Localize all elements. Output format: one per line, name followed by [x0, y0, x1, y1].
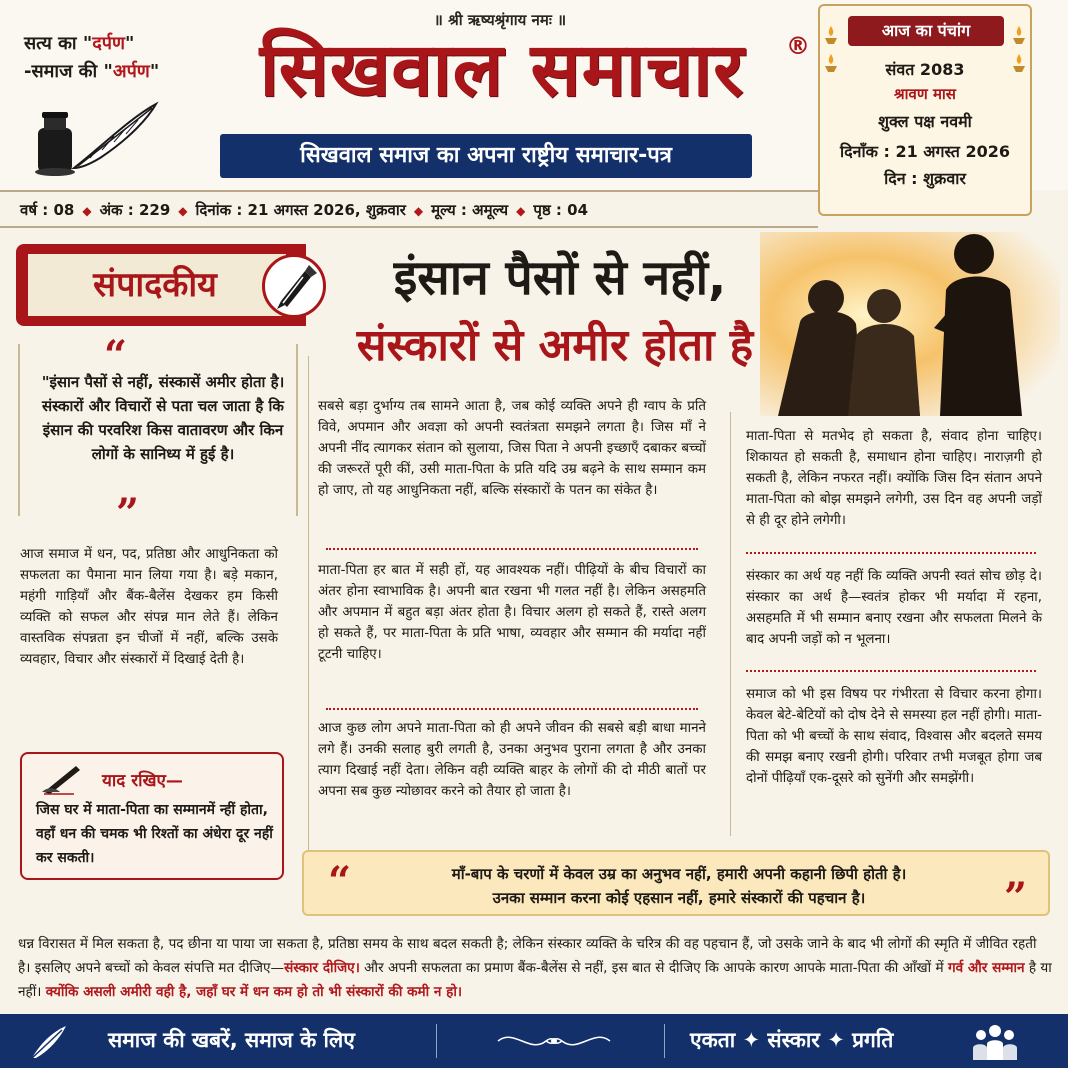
- highlight-quote-box: [302, 850, 1050, 921]
- close-quote-icon: ”: [116, 490, 140, 537]
- issue-number: अंक : 229: [99, 201, 171, 219]
- fountain-pen-icon: [265, 257, 323, 315]
- panchang-box: [818, 4, 1032, 216]
- lamp-icon: [1012, 26, 1026, 46]
- lamp-icon: [824, 26, 838, 46]
- writing-hand-icon: [40, 762, 84, 796]
- panchang-heading: आज का पंचांग: [848, 16, 1004, 46]
- pull-quote-box: [18, 332, 298, 537]
- diamond-icon: ◆: [516, 204, 526, 218]
- community-icon: [970, 1022, 1020, 1062]
- ornament-icon: [494, 1028, 614, 1054]
- panchang-date: दिनाँक : 21 अगस्त 2026: [839, 142, 1010, 161]
- right-paragraph-3: समाज को भी इस विषय पर गंभीरता से विचार करना होगा। केवल बेटे-बेटियों को दोष देने से समस्या हल नहीं होगी। माता-पिता को भी बच्चों के साथ संवाद, विश्वास और बदलते समय की समझ बनाए रखनी होगी। परिवार तभी मजबूत होगा जब दोनों पीढ़ियाँ एक-दूसरे को सुनेंगी और समझेंगी।: [746, 687, 1042, 786]
- dotted-separator: [326, 548, 698, 550]
- diamond-icon: ◆: [82, 204, 92, 218]
- highlight-quote-line-2: उनका सम्मान करना कोई एहसान नहीं, हमारे संस्कारों की पहचान है।: [492, 889, 866, 907]
- editorial-tag: [16, 244, 326, 326]
- middle-paragraph-3: आज कुछ लोग अपने माता-पिता को ही अपने जीवन की सबसे बड़ी बाधा मानने लगे हैं। उनकी सलाह बुरी लगती है, उनका अनुभव पुराना लगता है और उनका त्याग दिखाई नहीं देता। लेकिन वही व्यक्ति बाहर के लोगों की दो मीठी बातों पर अपना सब कुछ न्योछावर करने को तैयार हो जाता है।: [318, 721, 706, 799]
- right-paragraph-2: संस्कार का अर्थ यह नहीं कि व्यक्ति अपनी स्वतं सोच छोड़ दे। संस्कार का अर्थ है—स्वतंत्र होकर भी मर्यादा में रहना, असहमति में भी सम्मान बनाए रखना और सफलता मिलने के बाद अपनी जड़ों को न भूलना।: [746, 569, 1042, 647]
- issue-info-bar: [0, 190, 818, 228]
- diamond-icon: ◆: [413, 204, 424, 218]
- issue-year: वर्ष : 08: [20, 201, 75, 219]
- footer-right-text: एकता ✦ संस्कार ✦ प्रगति: [690, 1028, 894, 1052]
- slogan-line-1: सत्य का "दर्पण": [24, 33, 135, 54]
- open-quote-icon: “: [104, 332, 128, 379]
- diamond-icon: ◆: [178, 204, 188, 218]
- footer-left-text: समाज की खबरें, समाज के लिए: [108, 1028, 355, 1052]
- column-divider: [730, 412, 731, 836]
- panchang-samvat: संवत 2083: [885, 60, 965, 79]
- right-paragraph-1: माता-पिता से मतभेद हो सकता है, संवाद होना चाहिए। शिकायत हो सकती है, समाधान होना चाहिए। नाराज़गी हो सकती है, लेकिन नफरत नहीं। क्योंकि जिस दिन संतान अपने माता-पिता को बोझ समझने लगेगी, उस दिन वह अपनी जड़ों से ही दूर होने लगेगी।: [746, 429, 1042, 528]
- remember-text: जिस घर में माता-पिता का सम्मानमें न्हीं होता, वहाँ धन की चमक भी रिश्तों का अंधेरा दूर नहीं कर सकती।: [36, 802, 273, 866]
- issue-price: मूल्य : अमूल्य: [431, 201, 509, 219]
- middle-paragraph-2: माता-पिता हर बात में सही हों, यह आवश्यक नहीं। पीढ़ियों के बीच विचारों का अंतर होना स्वाभाविक है। अपनी बात रखना भी गलत नहीं है। लेकिन असहमति और अपमान में बहुत बड़ा अंतर होता है। विचार अलग हो सकते हैं, रास्ते अलग हो सकते हैं, पर माता-पिता के प्रति भाषा, व्यवहार और सम्मान की मर्यादा नहीं टूटनी चाहिए।: [318, 563, 706, 662]
- closing-highlight-3: क्योंकि असली अमीरी वही है, जहाँ घर में धन कम हो तो भी संस्कारों की कमी न हो।: [45, 984, 463, 1000]
- slogan: [24, 30, 214, 86]
- closing-paragraph: धन्न विरासत में मिल सकता है, पद छीना या पाया जा सकता है, प्रतिष्ठा समय के साथ बदल सकती है; लेकिन संस्कार व्यक्ति के चरित्र की वह पहचान हैं, जो उसके जाने के बाद भी लोगों की स्मृति में जीवित रहती है। इसलिए अपने बच्चों को केवल संपत्ति मत दीजिए—संस्कार दीजिए। और अपनी सफलता का प्रमाण बैंक-बैलेंस से नहीं, इस बात से दीजिए कि आपके कारण आपके माता-पिता की आँखों में गर्व और सम्मान है या नहीं। क्योंकि असली अमीरी वही है, जहाँ घर में धन कम हो तो भी संस्कारों की कमी न हो।: [18, 936, 1052, 1000]
- editorial-label: संपादकीय: [93, 265, 217, 305]
- slogan-line-2: -समाज की "अर्पण": [24, 61, 160, 82]
- footer-bar: [0, 1014, 1068, 1068]
- panchang-paksha: शुक्ल पक्ष नवमी: [878, 112, 972, 131]
- column-divider: [308, 356, 309, 876]
- dotted-separator: [326, 708, 698, 710]
- elders-blessing-illustration: [760, 232, 1060, 416]
- open-quote-icon: “: [328, 858, 352, 905]
- inkwell-quill-icon: [30, 98, 160, 178]
- middle-paragraph-1: सबसे बड़ा दुर्भाग्य तब सामने आता है, जब कोई व्यक्ति अपने ही ग्वाप के प्रति विवे, अपमान और अवज्ञा को अपनी स्वतंत्रता समझने लगता है। जिस माँ ने अपनी नींद त्यागकर संतान को सुलाया, जिस पिता ने अपनी इच्छाएँ दबाकर बच्चों की जरूरतें पूरी कीं, उसी माता-पिता के प्रति यदि उम्र बढ़ने के साथ सम्मान कम हो जाए, तो यह आधुनिकता नहीं, बल्कि संस्कारों के पतन का संकेत है।: [318, 399, 706, 498]
- pen-badge: [262, 254, 326, 318]
- remember-box: [20, 752, 284, 880]
- dotted-separator: [746, 552, 1036, 554]
- pull-quote-text: "इंसान पैसों से नहीं, संस्कासें अमीर होता है। संस्कारों और विचारों से पता चल जाता है कि इंसान की परवरिश किस वातावरण और किन लोगों के सानिध्य में हुई है।: [41, 373, 285, 463]
- highlight-quote-line-1: माँ-बाप के चरणों में केवल उम्र का अनुभव नहीं, हमारी अपनी कहानी छिपी होती है।: [451, 865, 907, 883]
- closing-highlight-1: संस्कार दीजिए।: [284, 960, 360, 976]
- left-column-paragraph: आज समाज में धन, पद, प्रतिष्ठा और आधुनिकता को सफलता का पैमाना मान लिया गया है। बड़े मकान, महंगी गाड़ियाँ और बैंक-बैलेंस देखकर हम किसी व्यक्ति को सफल और संपन्न मान लेते हैं। लेकिन वास्तविक संपन्नता इन चीजों में नहीं, बल्कि उसके व्यवहार, विचार और संस्कारों में दिखाई देती है।: [20, 547, 278, 667]
- feather-pen-icon: [26, 1022, 70, 1062]
- panchang-day: दिन : शुक्रवार: [884, 169, 966, 188]
- registered-mark: ®: [786, 32, 810, 60]
- headline-line-1: इंसान पैसों से नहीं,: [393, 250, 727, 306]
- close-quote-icon: ”: [1004, 874, 1028, 921]
- closing-highlight-2: गर्व और सम्मान: [947, 960, 1025, 976]
- remember-title: याद रखिए—: [102, 771, 183, 791]
- issue-page: पृष्ठ : 04: [533, 201, 589, 219]
- newspaper-title: सिखवाल समाचार: [259, 27, 745, 113]
- panchang-masa: श्रावण मास: [894, 85, 956, 103]
- issue-date: दिनांक : 21 अगस्त 2026, शुक्रवार: [195, 201, 406, 219]
- tagline-banner: सिखवाल समाज का अपना राष्ट्रीय समाचार-पत्र: [220, 134, 752, 178]
- headline-line-2: संस्कारों से अमीर होता है: [356, 320, 754, 371]
- dotted-separator: [746, 670, 1036, 672]
- invocation-text: ॥ श्री ऋष्यश्रृंगाय नमः ॥: [433, 11, 567, 29]
